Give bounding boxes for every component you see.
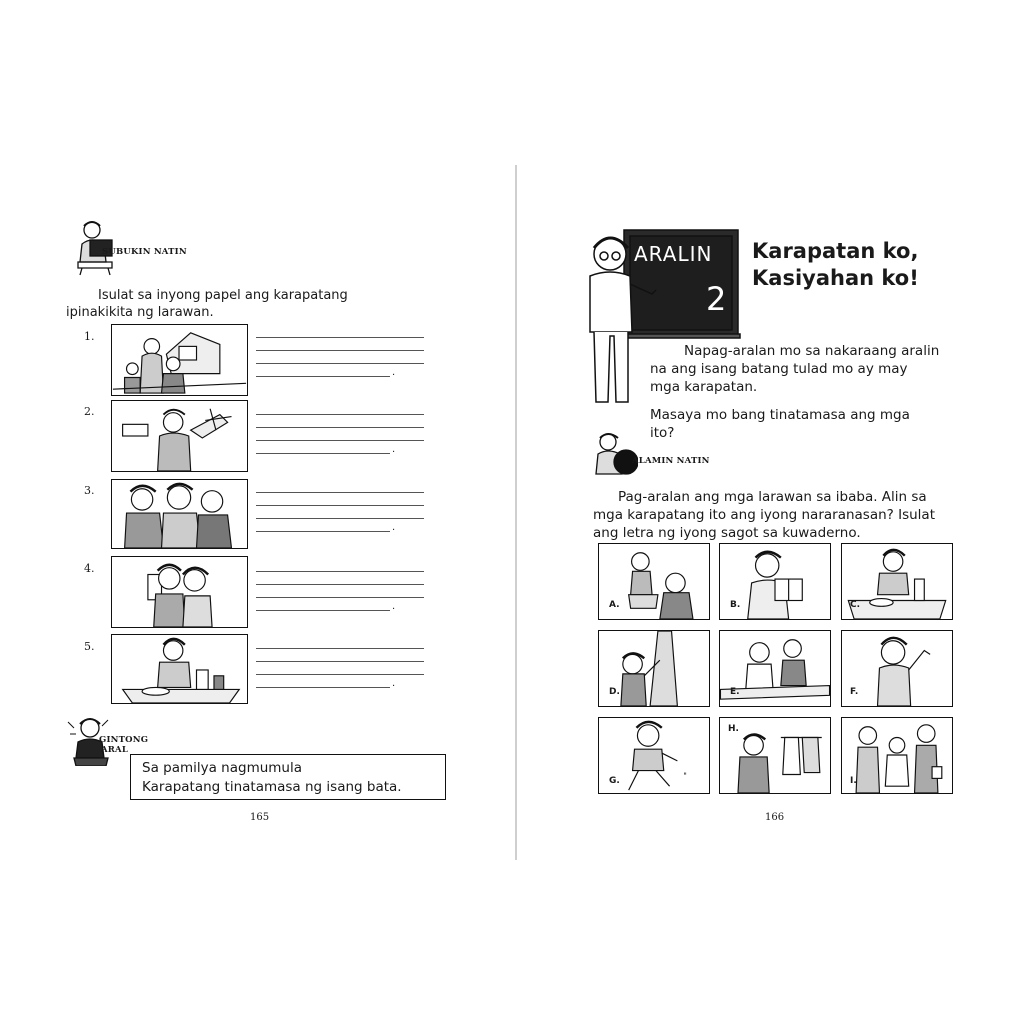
instruction-line-3: ang letra ng iyong sagot sa kuwaderno. xyxy=(593,525,861,540)
answer-lines[interactable]: . xyxy=(256,337,424,389)
picture-letter: F. xyxy=(850,687,859,697)
instruction-line-1: Pag-aralan ang mga larawan sa ibaba. Alin sa xyxy=(618,489,927,505)
picture-letter: B. xyxy=(730,600,741,610)
paragraph-2-line-1: Masaya mo bang tinatamasa ang mga xyxy=(650,407,910,423)
item-number: 2. xyxy=(84,405,95,418)
page-divider xyxy=(515,165,517,860)
picture-children-reading xyxy=(111,556,248,628)
item-number: 3. xyxy=(84,484,95,497)
instruction-line-1: Isulat sa inyong papel ang karapatang xyxy=(98,288,348,303)
board-number: 2 xyxy=(706,280,727,318)
section-label-alamin: ALAMIN NATIN xyxy=(632,456,710,466)
picture-child-playing xyxy=(111,400,248,472)
instruction-line-2: mga karapatang ito ang iyong nararanasan? Isulat xyxy=(593,507,935,523)
picture-family-house xyxy=(111,324,248,396)
lesson-title-line-2: Kasiyahan ko! xyxy=(752,266,919,290)
picture-a xyxy=(598,543,710,620)
paragraph-2-line-2: ito? xyxy=(650,425,675,441)
section-label-subukin: SUBUKIN NATIN xyxy=(102,247,187,257)
picture-g xyxy=(598,717,710,794)
picture-letter: A. xyxy=(609,600,620,610)
picture-letter: H. xyxy=(728,724,739,734)
quote-line-1: Sa pamilya nagmumula xyxy=(142,760,303,776)
item-number: 4. xyxy=(84,562,95,575)
right-page xyxy=(518,0,1024,1024)
picture-e xyxy=(719,630,831,707)
picture-i xyxy=(841,717,953,794)
picture-b xyxy=(719,543,831,620)
page-number: 165 xyxy=(250,812,270,823)
picture-c xyxy=(841,543,953,620)
quote-box xyxy=(130,754,446,800)
reading-child-icon xyxy=(592,430,638,480)
svg-text:": " xyxy=(683,771,687,781)
section-label-aral: ARAL xyxy=(101,745,129,755)
picture-letter: D. xyxy=(609,687,620,697)
item-number: 5. xyxy=(84,640,95,653)
instruction-line-2: ipinakikita ng larawan. xyxy=(66,305,214,320)
picture-f xyxy=(841,630,953,707)
picture-letter: I. xyxy=(850,776,857,786)
answer-lines[interactable]: . xyxy=(256,571,424,623)
picture-child-eating xyxy=(111,634,248,704)
paragraph-1-line-3: mga karapatan. xyxy=(650,379,758,395)
answer-lines[interactable]: . xyxy=(256,492,424,544)
answer-lines[interactable]: . xyxy=(256,414,424,466)
section-label-gintong: GINTONG xyxy=(99,735,149,745)
lesson-title-line-1: Karapatan ko, xyxy=(752,239,919,263)
picture-letter: G. xyxy=(609,776,620,786)
picture-h xyxy=(719,717,831,794)
page-number: 166 xyxy=(765,812,785,823)
paragraph-1-line-2: na ang isang batang tulad mo ay may xyxy=(650,361,908,377)
answer-lines[interactable]: . xyxy=(256,648,424,700)
board-word: ARALIN xyxy=(634,242,713,266)
paragraph-1-line-1: Napag-aralan mo sa nakaraang aralin xyxy=(684,343,940,359)
picture-letter: E. xyxy=(730,687,740,697)
quote-line-2: Karapatang tinatamasa ng isang bata. xyxy=(142,779,402,795)
picture-family-group xyxy=(111,479,248,549)
picture-d xyxy=(598,630,710,707)
item-number: 1. xyxy=(84,330,95,343)
picture-letter: C. xyxy=(850,600,861,610)
